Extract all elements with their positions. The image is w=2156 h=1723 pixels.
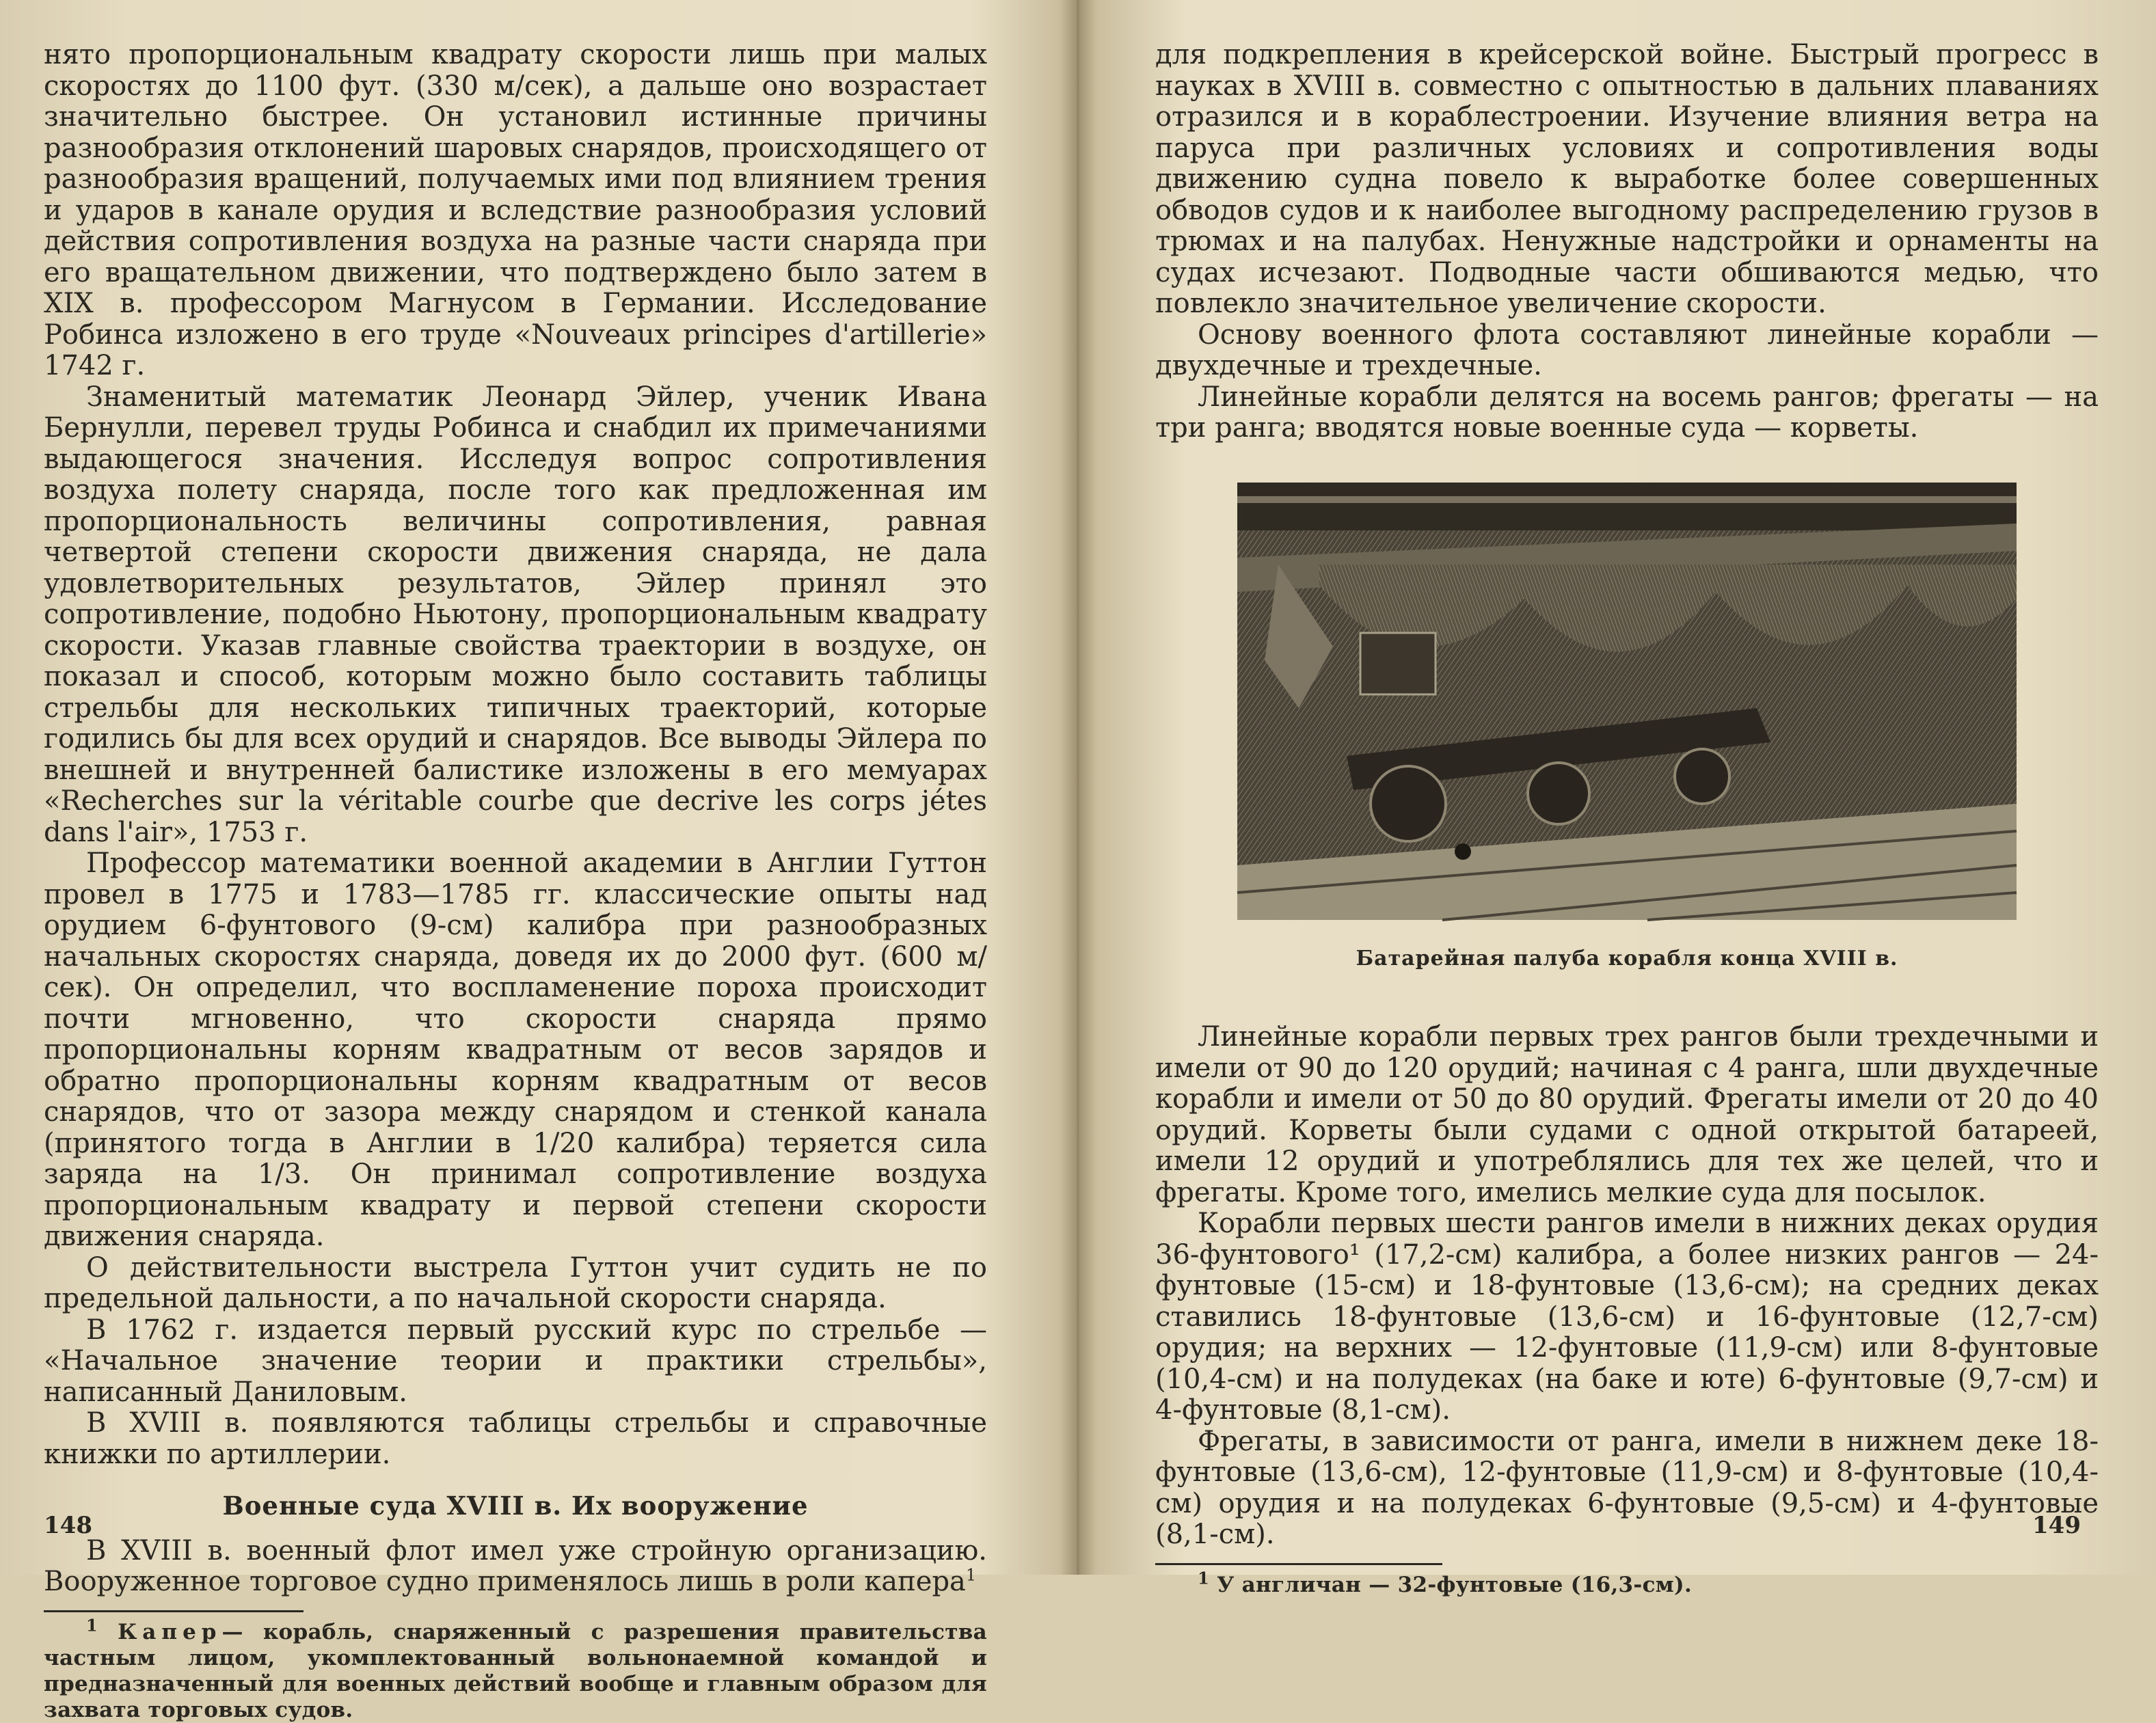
footnote-number: 1	[86, 1615, 98, 1636]
footnote	[1155, 1568, 2099, 1598]
footnote-rule	[1155, 1563, 1442, 1565]
paragraph: В 1762 г. издается первый русский курс по стрельбе — «Начальное значение теории и практики стрельбы», написанный Даниловым.	[44, 1314, 987, 1408]
footnote-text: У англичан — 32-фунтовые (16,3-см).	[1217, 1572, 1693, 1597]
paragraph: Основу военного флота составляют линейные корабли — двухдечные и трехдечные.	[1155, 318, 2099, 381]
paragraph: В XVIII в. появляются таблицы стрельбы и справочные книжки по артиллерии.	[44, 1407, 987, 1470]
section-paragraph-text: В XVIII в. военный флот имел уже стройную организацию. Вооруженное торговое судно применялось лишь в роли капера	[44, 1534, 987, 1597]
paragraph	[44, 1536, 987, 1598]
page-number: 149	[2032, 1512, 2081, 1539]
paragraph: Корабли первых шести рангов имели в нижних деках орудия 36-фунтового¹ (17,2-см) калибра, а более низких рангов — 24-фунтовые (15-см) и 18-фунтовые (13,6-см); на средних деках ставились 18-фунтовые (13,6-см) и 16-фунтовые (12,7-см) орудия; на верхних — 12-фунтовые (11,9-см) или 8-фунтовые (10,4-см) и на полудеках (на баке и юте) 6-фунтовые (9,7-см) и 4-фунтовые (8,1-см).	[1155, 1208, 2099, 1426]
footnote	[44, 1615, 987, 1723]
footnote-term: Капер	[118, 1619, 222, 1644]
paragraph: для подкрепления в крейсерской войне. Быстрый прогресс в науках в XVIII в. совместно с опытностью в дальних плаваниях отразился и в кораблестроении. Изучение влияния ветра на паруса при различных условиях и сопротивления воды движению судна повело к выработке более совершенных обводов судов и к наиболее выгодному распределению грузов в трюмах и на палубах. Ненужные надстройки и орнаменты на судах исчезают. Подводные части обшиваются медью, что повлекло значительное увеличение скорости.	[1155, 39, 2099, 319]
figure-caption: Батарейная палуба корабля конца XVIII в.	[1356, 946, 1898, 971]
paragraph: нято пропорциональным квадрату скорости лишь при малых скоростях до 1100 фут. (330 м/сек), а дальше оно возрастает значительно быстрее. Он установил истинные причины разнообразия отклонений шаровых снарядов, происходящего от разнообразия вращений, получаемых ими под влиянием трения и ударов в канале орудия и вследствие разнообразия условий действия сопротивления воздуха на разные части снаряда при его вращательном движении, что подтверждено было затем в XIX в. профессором Магнусом в Германии. Исследование Робинса изложено в его труде «Nouveaux principes d'artillerie» 1742 г.	[44, 39, 987, 381]
engraving-image	[1237, 483, 2017, 920]
paragraph: Линейные корабли первых трех рангов были трехдечными и имели от 90 до 120 орудий; начиная с 4 ранга, шли двухдечные корабли и имели от 50 до 80 орудий. Фрегаты имели от 20 до 40 орудий. Корветы были судами с одной открытой батареей, имели 12 орудий и употреблялись для тех же целей, что и фрегаты. Кроме того, имелись мелкие суда для посылок.	[1155, 1021, 2099, 1208]
footnote-mark: 1	[965, 1565, 977, 1585]
paragraph: Линейные корабли делятся на восемь рангов; фрегаты — на три ранга; вводятся новые военные суда — корветы.	[1155, 381, 2099, 444]
battery-deck-illustration	[1237, 483, 2017, 920]
right-page	[1083, 0, 2156, 1597]
section-heading: Военные суда XVIII в. Их вооружение	[222, 1491, 809, 1521]
paragraph: Профессор математики военной академии в Англии Гуттон провел в 1775 и 1783—1785 гг. классические опыты над орудием 6-фунтового (9-см) калибра при разнообразных начальных скоростях снаряда, доведя их до 2000 фут. (600 м/сек). Он определил, что воспламенение пороха происходит почти мгновенно, что скорости снаряда прямо пропорциональны корням квадратным от весов зарядов и обратно пропорциональны корням квадратным от весов снарядов, что от зазора между снарядом и стенкой канала (принятого тогда в Англии в 1/20 калибра) теряется сила заряда на 1/3. Он принимал сопротивление воздуха пропорциональным квадрату и первой степени скорости движения снаряда.	[44, 847, 987, 1252]
right-text-column	[1155, 40, 2099, 1598]
left-page	[0, 0, 1073, 1722]
page-number: 148	[44, 1512, 92, 1539]
paragraph: Фрегаты, в зависимости от ранга, имели в нижнем деке 18-фунтовые (13,6-см), 12-фунтовые (11,9-см) и 8-фунтовые (10,4-см) орудия и на полудеках 6-фунтовые (9,5-см) и 4-фунтовые (8,1-см).	[1155, 1425, 2099, 1550]
footnote-rule	[44, 1610, 304, 1612]
left-text-column	[44, 40, 987, 1723]
footnote-number: 1	[1198, 1568, 1209, 1588]
paragraph: О действительности выстрела Гуттон учит судить не по предельной дальности, а по начальной скорости снаряда.	[44, 1251, 987, 1314]
footnote-text: — корабль, снаряженный с разрешения правительства частным лицом, укомплектованный вольнонаемной командой и предназначенный для военных действий вообще и главным образом для захвата торговых судов.	[44, 1619, 987, 1722]
paragraph: Знаменитый математик Леонард Эйлер, ученик Ивана Бернулли, перевел труды Робинса и снабдил их примечаниями выдающегося значения. Исследуя вопрос сопротивления воздуха полету снаряда, после того как предложенная им пропорциональность величины сопротивления, равная четвертой степени скорости движения снаряда, не дала удовлетворительных результатов, Эйлер принял это сопротивление, подобно Ньютону, пропорциональным квадрату скорости. Указав главные свойства траектории в воздухе, он показал и способ, которым можно было составить таблицы стрельбы для нескольких типичных траекторий, которые годились бы для всех орудий и снарядов. Все выводы Эйлера по внешней и внутренней балистике изложены в его мемуарах «Recherches sur la véritable courbe que decrive les corps jétes dans l'air», 1753 г.	[44, 381, 987, 848]
